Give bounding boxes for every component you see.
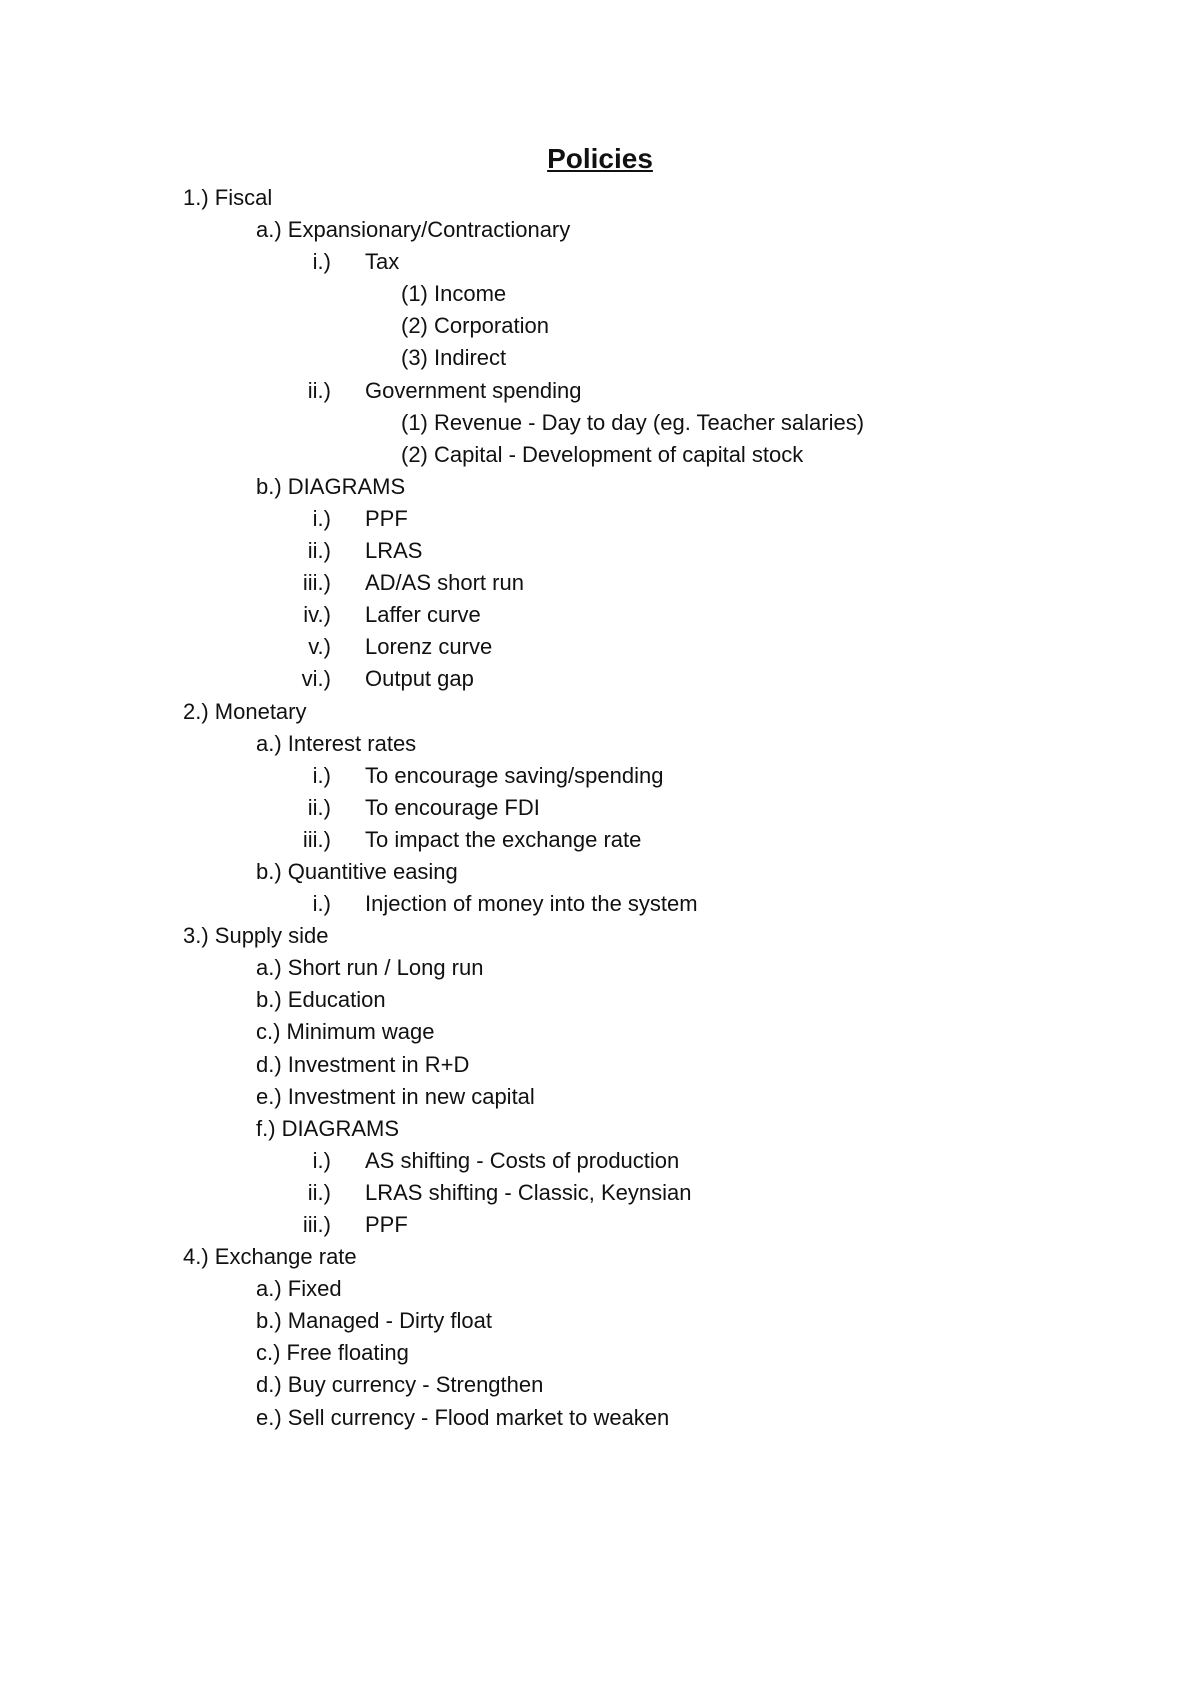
outline-item-level-3 — [0, 535, 1200, 567]
outline-item-level-2 — [0, 1016, 1200, 1048]
outline-text: LRAS shifting - Classic, Keynsian — [365, 1179, 692, 1205]
outline-text: 2.) Monetary — [183, 698, 307, 724]
outline-text: AD/AS short run — [365, 570, 524, 596]
outline-text: Laffer curve — [365, 602, 481, 628]
outline-marker: iii.) — [302, 570, 331, 596]
outline-marker: iii.) — [302, 1212, 331, 1237]
page-title: Policies — [547, 143, 653, 174]
outline-item-level-3 — [0, 888, 1200, 920]
outline-text: b.) DIAGRAMS — [256, 473, 406, 499]
outline-marker: ii.) — [307, 377, 331, 403]
outline-text: a.) Fixed — [256, 1276, 342, 1302]
outline-item-level-2 — [0, 1402, 1200, 1434]
outline-text: a.) Short run / Long run — [256, 955, 484, 981]
outline-text: Output gap — [365, 666, 474, 692]
outline-item-level-1 — [0, 1241, 1200, 1273]
outline-item-level-3 — [0, 631, 1200, 663]
outline-text: AS shifting - Costs of production — [365, 1147, 680, 1173]
outline-text: PPF — [365, 1212, 408, 1237]
outline-text: c.) Minimum wage — [256, 1019, 435, 1045]
outline-item-level-2 — [0, 1369, 1200, 1401]
outline-text: 4.) Exchange rate — [183, 1244, 357, 1270]
outline-marker: ii.) — [307, 794, 331, 820]
outline-item-level-4 — [0, 310, 1200, 342]
outline-item-level-3 — [0, 503, 1200, 535]
outline-item-level-3 — [0, 1177, 1200, 1209]
outline-text: (3) Indirect — [401, 345, 507, 371]
outline-item-level-1 — [0, 182, 1200, 214]
outline-text: b.) Managed - Dirty float — [256, 1308, 492, 1334]
outline-text: (2) Corporation — [401, 313, 549, 339]
outline-text: Lorenz curve — [365, 634, 493, 660]
outline-text: To encourage FDI — [365, 794, 540, 820]
outline-text: 1.) Fiscal — [183, 185, 273, 210]
outline-text: To impact the exchange rate — [365, 826, 642, 852]
outline-item-level-4 — [0, 439, 1200, 471]
outline-item-level-2 — [0, 471, 1200, 503]
outline-item-level-3 — [0, 375, 1200, 407]
outline-text: d.) Buy currency - Strengthen — [256, 1372, 544, 1398]
outline-text: (2) Capital - Development of capital stock — [401, 441, 804, 467]
outline-item-level-3 — [0, 663, 1200, 695]
outline-text: a.) Expansionary/Contractionary — [256, 217, 571, 243]
outline-item-level-3 — [0, 599, 1200, 631]
outline-text: c.) Free floating — [256, 1340, 409, 1366]
outline-item-level-2 — [0, 1273, 1200, 1305]
outline-text: d.) Investment in R+D — [256, 1051, 470, 1077]
outline-item-level-2 — [0, 856, 1200, 888]
outline-item-level-3 — [0, 1145, 1200, 1177]
outline-text: Tax — [365, 249, 400, 275]
outline-item-level-3 — [0, 760, 1200, 792]
outline-item-level-2 — [0, 214, 1200, 246]
outline-text: Injection of money into the system — [365, 891, 698, 917]
outline-text: PPF — [365, 505, 408, 531]
outline-marker: i.) — [312, 891, 331, 917]
outline-text: (1) Revenue - Day to day (eg. Teacher salaries) — [401, 409, 865, 435]
outline-marker: iii.) — [302, 826, 331, 852]
outline-item-level-3 — [0, 824, 1200, 856]
outline-text: 3.) Supply side — [183, 923, 329, 949]
outline-marker: i.) — [312, 505, 331, 531]
outline-marker: v.) — [308, 634, 331, 660]
outline-item-level-3 — [0, 567, 1200, 599]
outline-item-level-2 — [0, 984, 1200, 1016]
outline-item-level-3 — [0, 246, 1200, 278]
outline-item-level-3 — [0, 792, 1200, 824]
outline-item-level-4 — [0, 342, 1200, 374]
outline-text: To encourage saving/spending — [365, 762, 664, 788]
outline-marker: vi.) — [301, 666, 331, 692]
outline-item-level-1 — [0, 920, 1200, 952]
outline-item-level-4 — [0, 278, 1200, 310]
outline-item-level-2 — [0, 1337, 1200, 1369]
outline-item-level-2 — [0, 1049, 1200, 1081]
policy-outline — [0, 182, 1200, 1434]
outline-text: b.) Quantitive easing — [256, 858, 458, 884]
outline-text: (1) Income — [401, 281, 507, 307]
outline-marker: i.) — [312, 1147, 331, 1173]
outline-item-level-4 — [0, 407, 1200, 439]
outline-text: Government spending — [365, 377, 582, 403]
outline-item-level-3 — [0, 1209, 1200, 1241]
outline-text: a.) Interest rates — [256, 730, 417, 756]
outline-item-level-2 — [0, 952, 1200, 984]
outline-marker: iv.) — [303, 602, 331, 628]
outline-text: e.) Sell currency - Flood market to weaken — [256, 1404, 670, 1430]
outline-text: e.) Investment in new capital — [256, 1083, 535, 1109]
outline-text: LRAS — [365, 538, 423, 564]
outline-text: b.) Education — [256, 987, 386, 1013]
outline-marker: i.) — [312, 249, 331, 275]
outline-marker: i.) — [312, 762, 331, 788]
outline-item-level-2 — [0, 1305, 1200, 1337]
outline-item-level-1 — [0, 696, 1200, 728]
outline-marker: ii.) — [307, 1179, 331, 1205]
outline-marker: ii.) — [307, 538, 331, 564]
outline-item-level-2 — [0, 728, 1200, 760]
outline-text: f.) DIAGRAMS — [256, 1115, 400, 1141]
outline-item-level-2 — [0, 1081, 1200, 1113]
outline-item-level-2 — [0, 1113, 1200, 1145]
